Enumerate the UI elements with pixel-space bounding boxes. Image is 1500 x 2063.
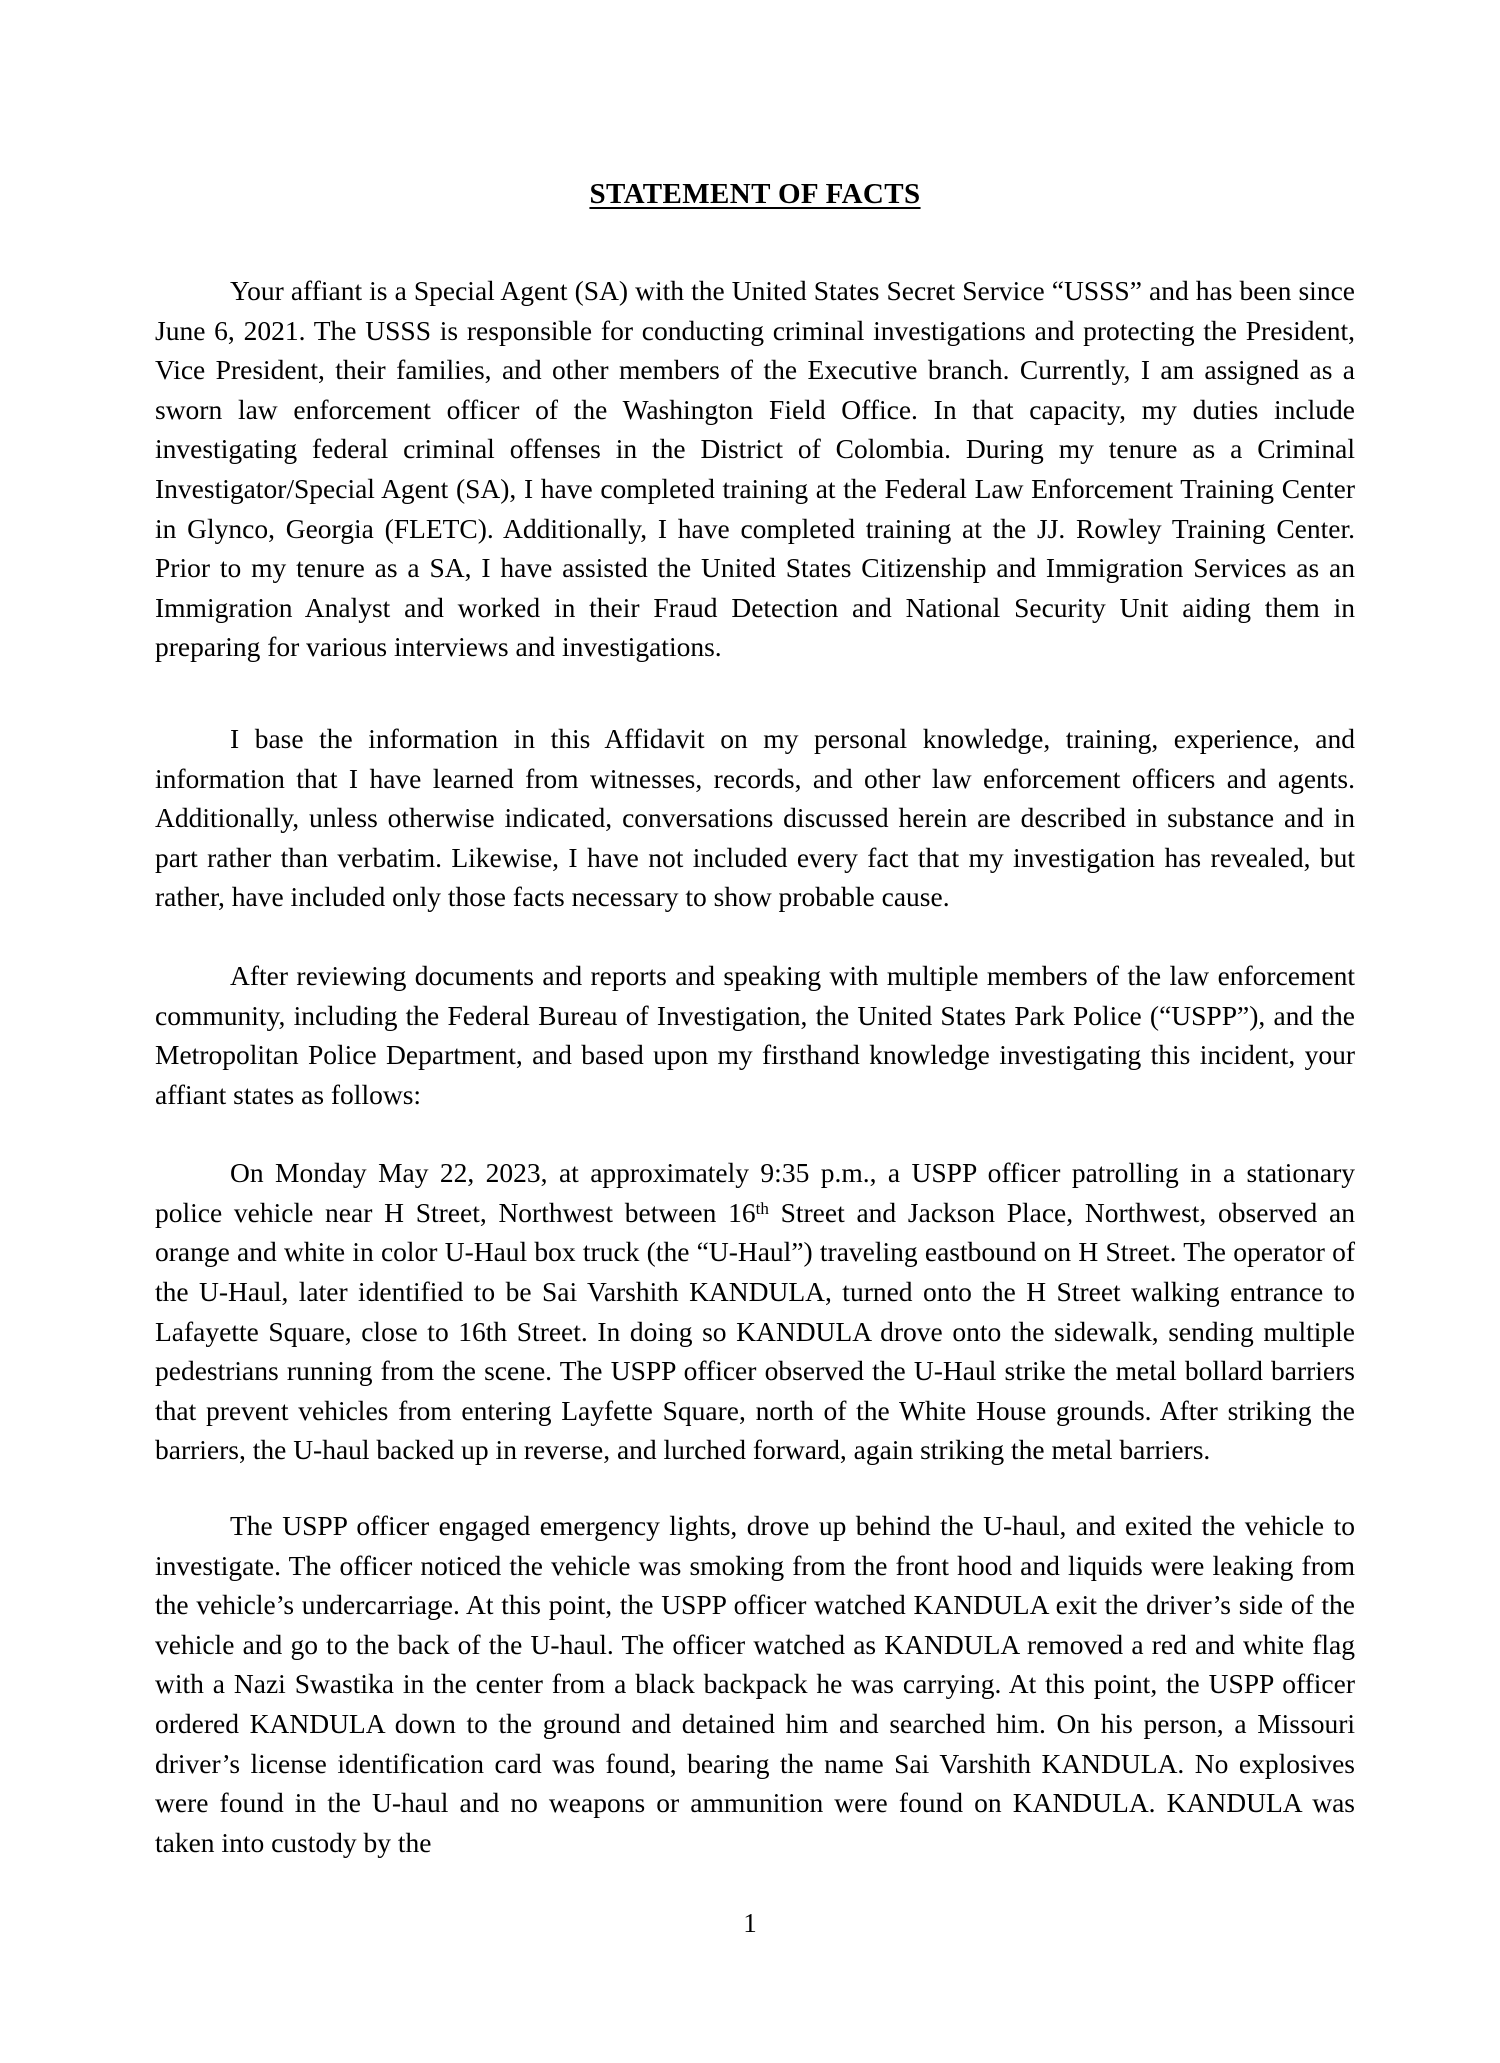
incident-text-after-superscript: Street and Jackson Place, Northwest, observed an orange and white in color U-Haul box truck (the “U-Haul”) traveling eastbound on H Street. The operator of the U-Haul, later identified to be Sai Varshith KANDULA, turned onto the H Street walking entrance to Lafayette Square, close to 16th Street. In doing so KANDULA drove onto the sidewalk, sending multiple pedestrians running from the scene. The USPP officer observed the U-Haul strike the metal bollard barriers that prevent vehicles from entering Layfette Square, north of the White House grounds. After striking the barriers, the U-haul backed up in reverse, and lurched forward, again striking the metal barriers.: [155, 1196, 1355, 1466]
document-body: [155, 178, 1355, 1862]
page-title-text: STATEMENT OF FACTS: [589, 178, 921, 210]
page-number: 1: [743, 1908, 757, 1938]
paragraph-arrest-narrative: The USPP officer engaged emergency lights, drove up behind the U-haul, and exited the vehicle to investigate. The officer noticed the vehicle was smoking from the front hood and liquids were leaking from the vehicle’s undercarriage. At this point, the USPP officer watched KANDULA exit the driver’s side of the vehicle and go to the back of the U-haul. The officer watched as KANDULA removed a red and white flag with a Nazi Swastika in the center from a black backpack he was carrying. At this point, the USPP officer ordered KANDULA down to the ground and detained him and searched him. On his person, a Missouri driver’s license identification card was found, bearing the name Sai Varshith KANDULA. No explosives were found in the U-haul and no weapons or ammunition were found on KANDULA. KANDULA was taken into custody by the: [155, 1510, 1355, 1858]
ordinal-superscript: th: [755, 1199, 769, 1219]
paragraph-review-of-documents: After reviewing documents and reports and speaking with multiple members of the law enforcement community, including the Federal Bureau of Investigation, the United States Park Police (“USPP”), and the Metropolitan Police Department, and based upon my firsthand knowledge investigating this incident, your affiant states as follows:: [155, 959, 1355, 1110]
paragraph-affiant-background: Your affiant is a Special Agent (SA) with the United States Secret Service “USSS” and has been since June 6, 2021. The USSS is responsible for conducting criminal investigations and protecting the President, Vice President, their families, and other members of the Executive branch. Currently, I am assigned as a sworn law enforcement officer of the Washington Field Office. In that capacity, my duties include investigating federal criminal offenses in the District of Colombia. During my tenure as a Criminal Investigator/Special Agent (SA), I have completed training at the Federal Law Enforcement Training Center in Glynco, Georgia (FLETC). Additionally, I have completed training at the JJ. Rowley Training Center. Prior to my tenure as a SA, I have assisted the United States Citizenship and Immigration Services as an Immigration Analyst and worked in their Fraud Detection and National Security Unit aiding them in preparing for various interviews and investigations.: [155, 275, 1355, 663]
page-title: [155, 178, 1355, 211]
spacer-4: [155, 1470, 1355, 1506]
incident-text-before-superscript: On Monday May 22, 2023, at approximately 9:35 p.m., a USPP officer patrolling in a stationary police vehicle near H Street, Northwest between 16: [155, 1157, 1355, 1228]
spacer-title: [155, 211, 1355, 271]
spacer-3: [155, 1114, 1355, 1153]
spacer-2: [155, 917, 1355, 956]
paragraph-basis-of-information: I base the information in this Affidavit on my personal knowledge, training, experience, and information that I have learned from witnesses, records, and other law enforcement officers and agents. Additionally, unless otherwise indicated, conversations discussed herein are described in substance and in part rather than verbatim. Likewise, I have not included every fact that my investigation has revealed, but rather, have included only those facts necessary to show probable cause.: [155, 722, 1355, 913]
paragraph-incident-narrative: [155, 1153, 1355, 1470]
spacer-1: [155, 667, 1355, 719]
